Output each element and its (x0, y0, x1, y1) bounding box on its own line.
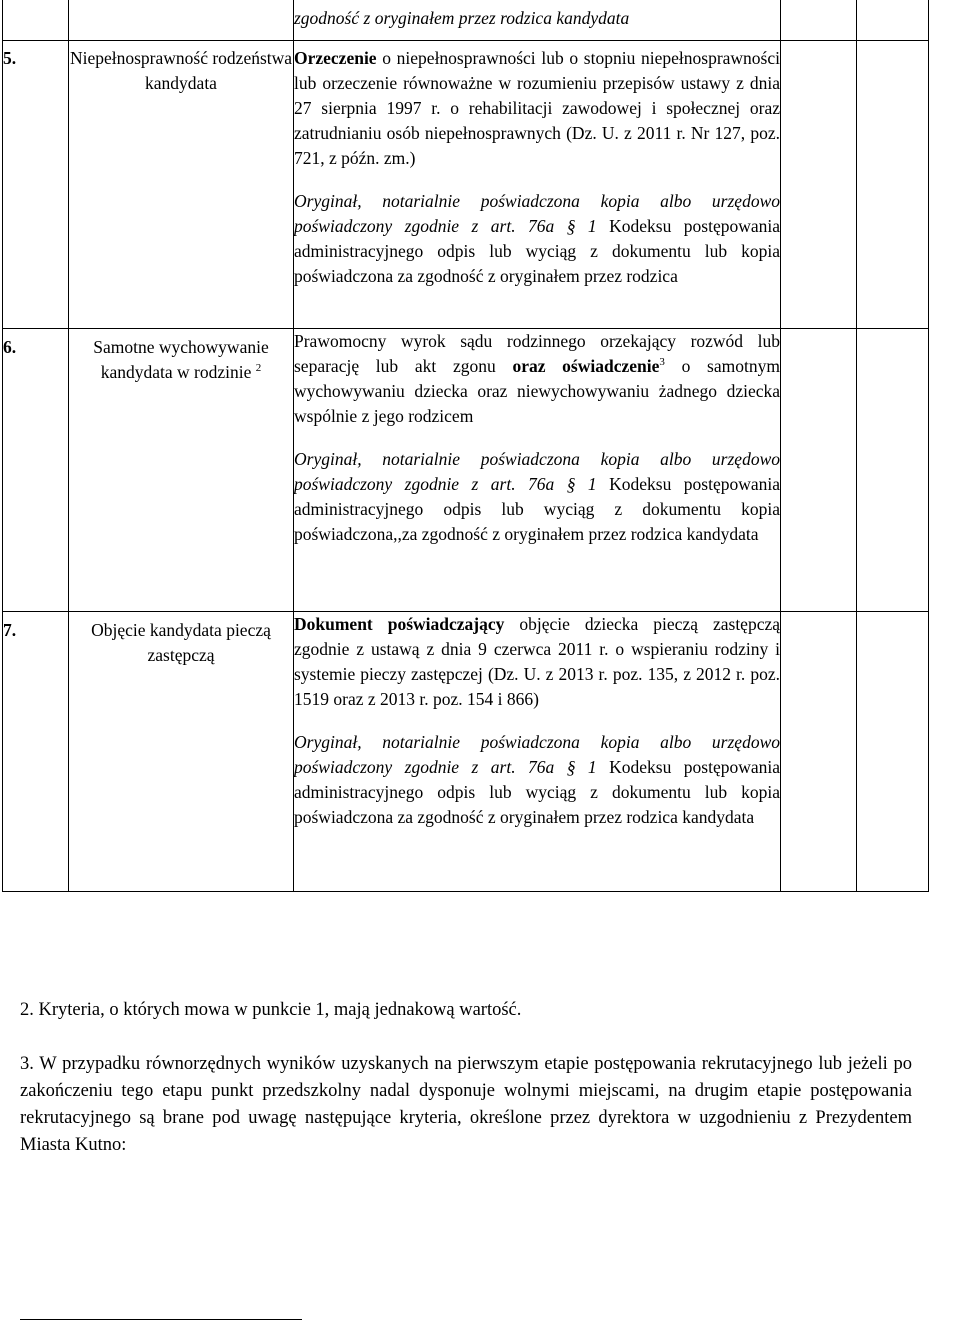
document-form-text: Oryginał, notarialnie poświadczona kopia albo urzędowo poświadczony zgodnie z art. 76a (294, 191, 780, 236)
documents-cell (294, 41, 781, 329)
criterion-number: 5. (3, 41, 69, 329)
required-document (294, 46, 780, 171)
footnote-ref: 3 (659, 356, 665, 369)
table-row (3, 329, 929, 612)
section-sign: § (566, 757, 576, 777)
required-document-text: objęcie dziecka pieczą zastępczą zgodnie z ustawą z dnia 9 czerwca 2011 r. o wspieraniu rodziny i systemie pieczy zastępczej (Dz. U. z 2013 r. poz. 135, z 2012 r. poz. 1519 oraz z 2013 r. poz. 154 i 866) (294, 614, 780, 709)
documents-cell (294, 329, 781, 612)
document-form-text: 1 (575, 474, 610, 494)
document-form (294, 189, 780, 289)
points-cell (781, 329, 857, 612)
footnote-ref: 2 (255, 362, 262, 375)
document-form-text: Kodeksu postępowania administracyjnego odpis lub wyciąg z dokumentu lub kopia poświadczona za zgodność z oryginałem przez rodzica (294, 216, 780, 286)
remarks-cell (857, 0, 929, 41)
document-form-text: Oryginał, notarialnie poświadczona kopia albo urzędowo poświadczony zgodnie z art. 76a (294, 449, 780, 494)
paragraph-3: 3. W przypadku równorzędnych wyników uzyskanych na pierwszym etapie postępowania rekrutacyjnego lub jeżeli po zakończeniu tego etapu punkt przedszkolny nadal dysponuje wolnymi miejscami, na drugim etapie postępowania rekrutacyjnego są brane pod uwagę następujące kryteria, określone przez dyrektora w uzgodnieniu z Prezydentem Miasta Kutno: (20, 1054, 912, 1155)
required-document-text: Prawomocny wyrok sądu rodzinnego orzekający rozwód lub separację lub akt zgonu (294, 331, 780, 376)
required-document-text: o samotnym wychowywaniu dziecka oraz niewychowywaniu żadnego dziecka wspólnie z jego rodzicem (294, 356, 780, 426)
required-document-bold: Orzeczenie (294, 48, 377, 68)
remarks-cell (857, 329, 929, 612)
footnote-separator (20, 1319, 302, 1320)
paragraph-2: 2. Kryteria, o których mowa w punkcie 1, mają jednakową wartość. (20, 1000, 522, 1020)
required-document (294, 329, 780, 429)
criterion-name: Objęcie kandydata pieczą zastępczą (69, 612, 294, 892)
document-form-text: zgodność z oryginałem przez rodzica kandydata (294, 8, 630, 28)
table-row (3, 612, 929, 892)
required-document-text: o niepełnosprawności lub o stopniu niepełnosprawności lub orzeczenie równoważne w rozumieniu przepisów ustawy z dnia 27 sierpnia 1997 r. o rehabilitacji zawodowej i społecznej oraz zatrudnianiu osób niepełnosprawnych (Dz. U. z 2011 r. Nr 127, poz. 721, z późn. zm.) (294, 48, 780, 168)
documents-cell (294, 0, 781, 41)
required-document-bold: oraz oświadczenie (512, 356, 660, 376)
criterion-name (69, 329, 294, 612)
criterion-number: 6. (3, 329, 69, 612)
criterion-name-cell (69, 0, 294, 41)
table-row (3, 41, 929, 329)
number-cell (3, 0, 69, 41)
required-document (294, 612, 780, 712)
points-cell (781, 612, 857, 892)
remarks-cell (857, 612, 929, 892)
criterion-number: 7. (3, 612, 69, 892)
required-document-bold: Dokument poświadczający (294, 614, 505, 634)
document-form-text: Kodeksu postępowania administracyjnego odpis lub wyciąg z dokumentu kopia poświadczona,,za zgodność z oryginałem przez rodzica kandydata (294, 474, 780, 544)
documents-cell (294, 612, 781, 892)
section-sign: § (566, 474, 576, 494)
document-form (294, 730, 780, 830)
criteria-table (2, 0, 929, 892)
points-cell (781, 0, 857, 41)
document-form (294, 447, 780, 547)
remarks-cell (857, 41, 929, 329)
table-row (3, 0, 929, 41)
criterion-name: Niepełnosprawność rodzeństwa kandydata (69, 41, 294, 329)
document-form-text: 1 (575, 216, 610, 236)
points-cell (781, 41, 857, 329)
document-form-text: Kodeksu postępowania administracyjnego odpis lub wyciąg z dokumentu lub kopia poświadczona za zgodność z oryginałem przez rodzica kandydata (294, 757, 780, 827)
document-form-text: 1 (575, 757, 610, 777)
section-sign: § (566, 216, 576, 236)
criterion-name-text: Samotne wychowywanie kandydata w rodzinie (93, 337, 269, 382)
document-form-text: Oryginał, notarialnie poświadczona kopia albo urzędowo poświadczony zgodnie z art. 76a (294, 732, 780, 777)
